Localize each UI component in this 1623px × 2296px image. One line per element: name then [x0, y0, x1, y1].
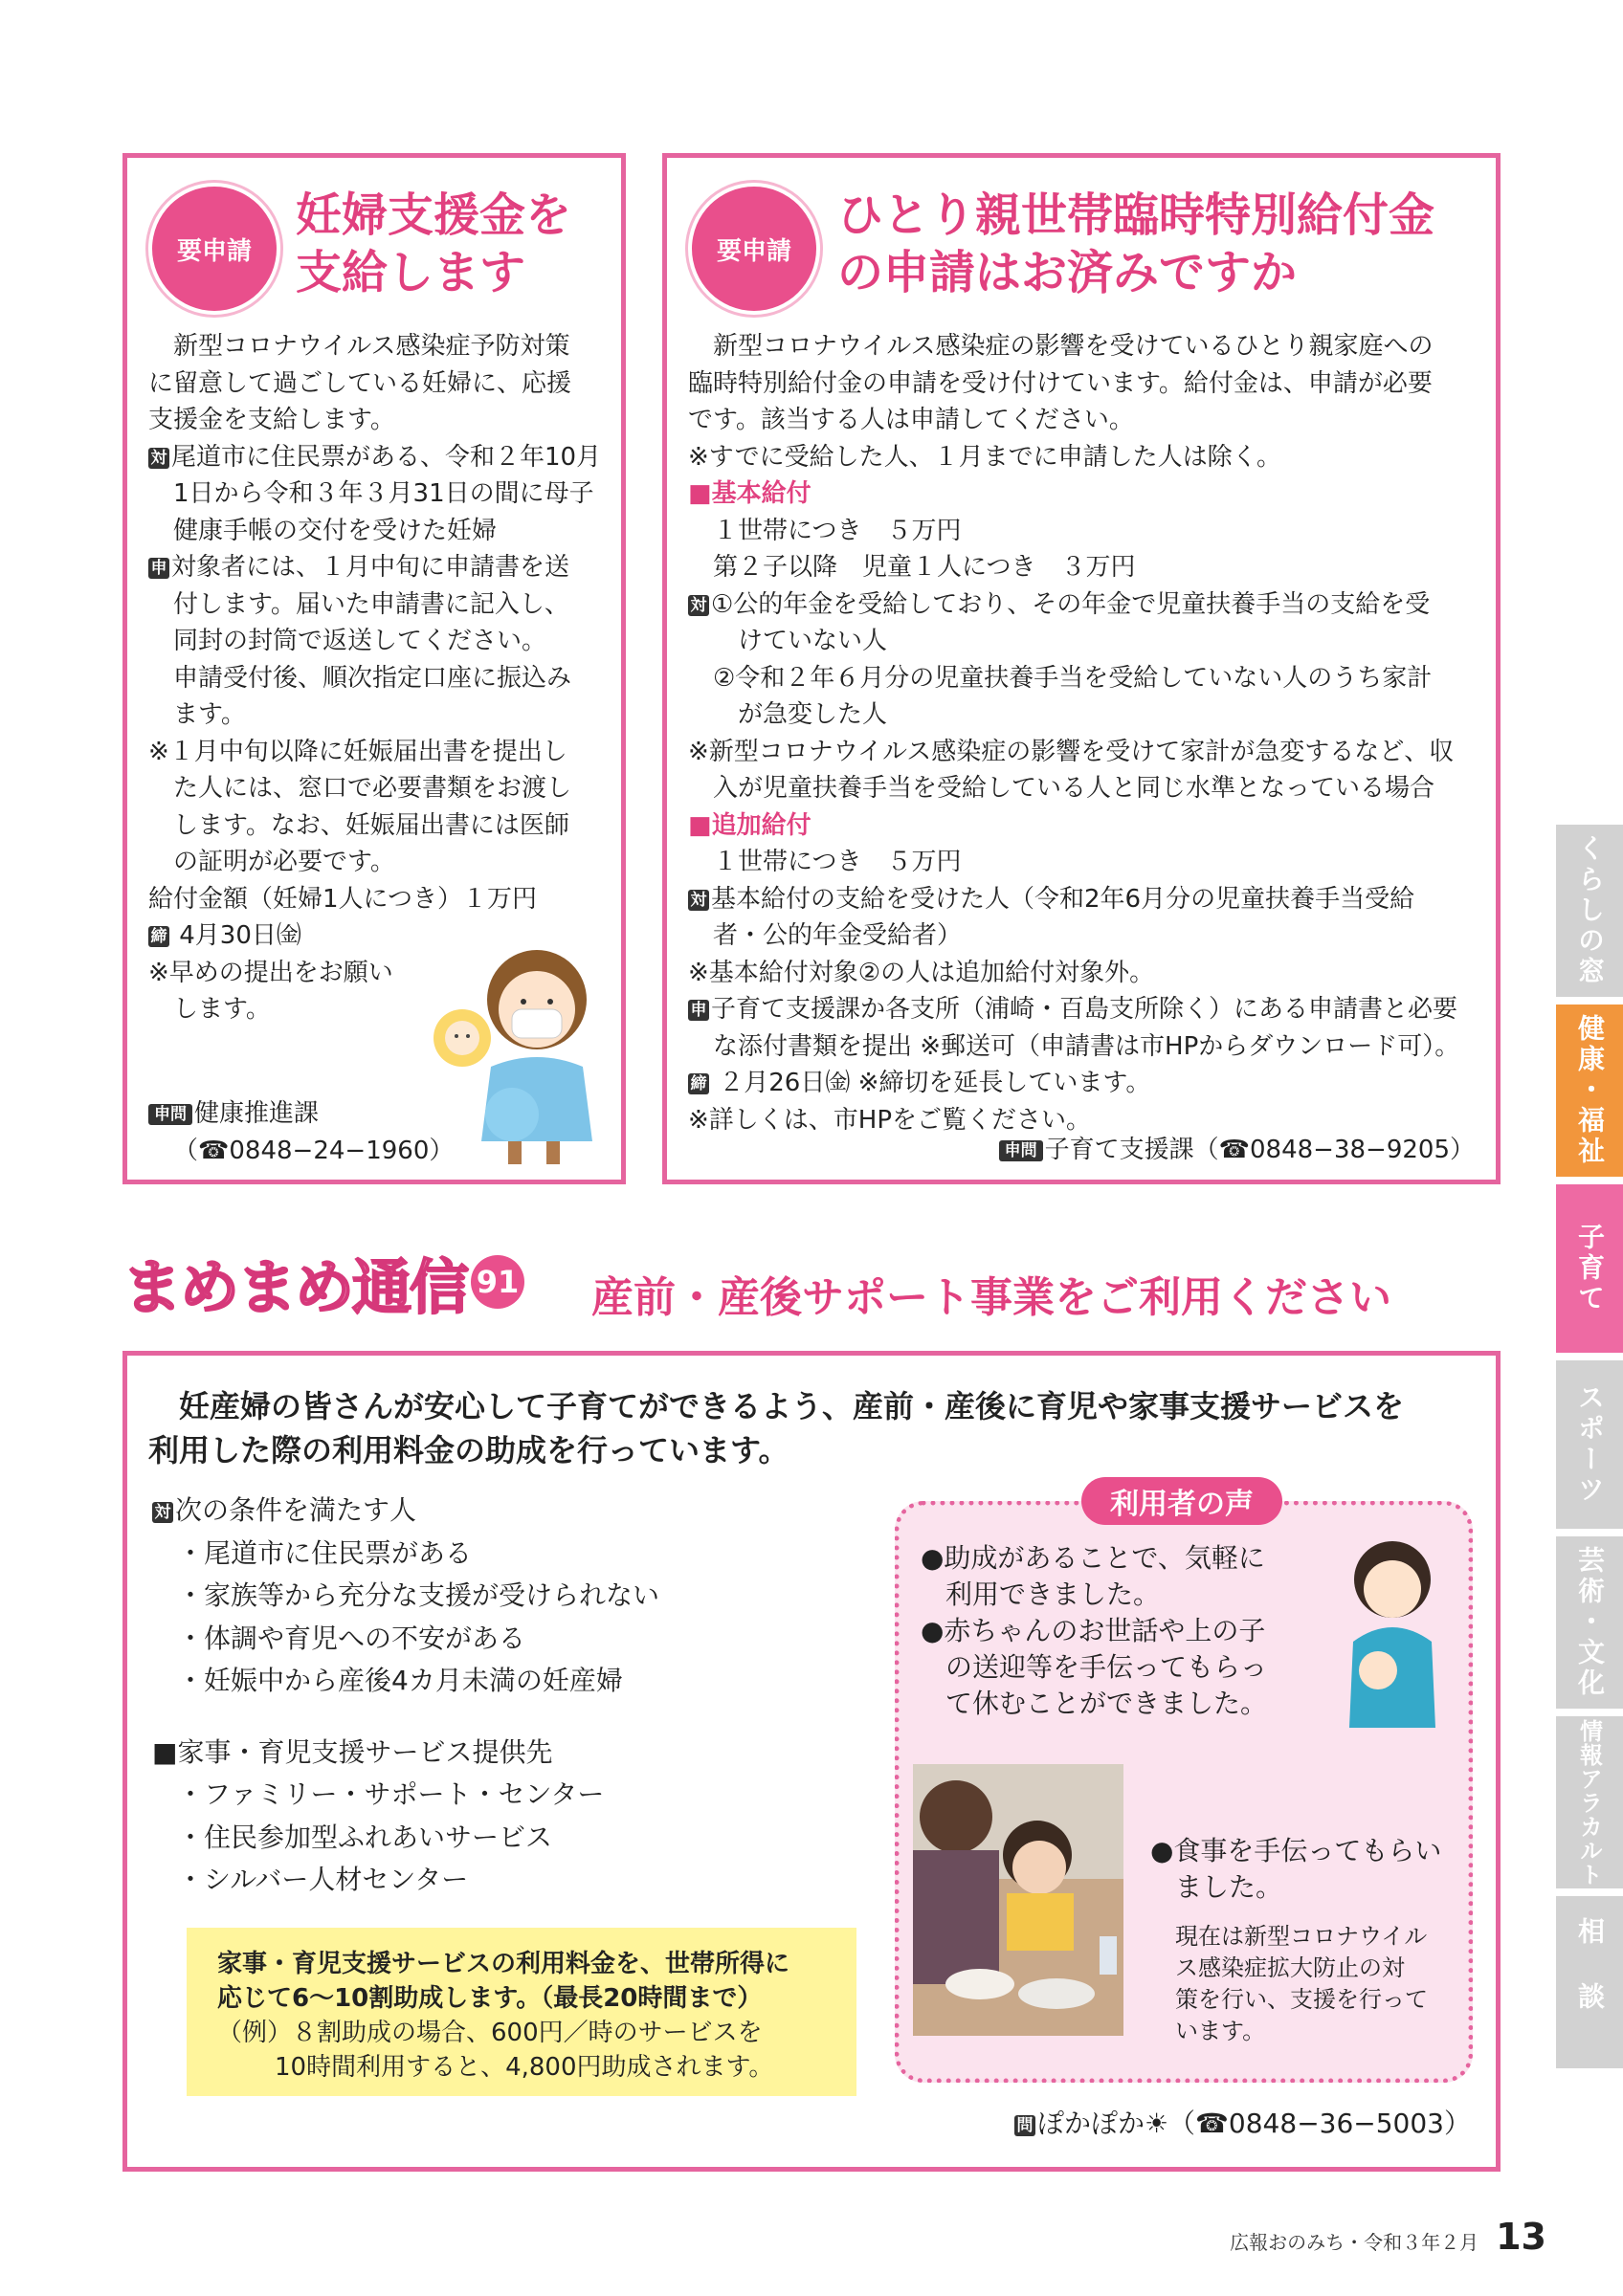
pregnant-support-contact: 申問 健康推進課 （☎0848−24−1960） — [148, 1095, 454, 1169]
subsidy-note-box: 家事・育児支援サービスの利用料金を、世帯所得に 応じて6〜10割助成します。（最長20時間まで） （例）８割助成の場合、600円／時のサービスを 10時間利用すると、4,800円助成されます。 — [187, 1928, 856, 2096]
additional-benefit-heading: ■追加給付 — [688, 810, 812, 840]
application-required-badge: 要申請 — [152, 187, 277, 311]
tab-consultation[interactable]: 相談 — [1556, 1896, 1623, 2068]
user-voice-title: 利用者の声 — [1081, 1477, 1282, 1525]
pokapoka-contact: 問 ぽかぽか☀（☎0848−36−5003） — [1014, 2106, 1471, 2143]
mamemame-intro: 妊産婦の皆さんが安心して子育てができるよう、産前・産後に育児や家事支援サービスを 利用した際の利用料金の助成を行っています。 — [148, 1388, 1405, 1468]
target-mark: 対 — [148, 448, 169, 469]
tab-information[interactable]: 情報アラカルト — [1556, 1716, 1623, 1888]
tab-sports[interactable]: スポーツ — [1556, 1360, 1623, 1529]
eligibility-section: 対 次の条件を満たす人 ・尾道市に住民票がある ・家族等から充分な支援が受けられない ・体調や育児への不安がある ・妊娠中から産後4カ月未満の妊産婦 ■家事・育児支援サービス提供先 ・ファミリー・サポート・センター ・住民参加型ふれあいサービス ・シルバー人材センター — [152, 1494, 660, 1895]
basic-benefit-heading: ■基本給付 — [688, 479, 812, 508]
publication-name: 広報おのみち・令和３年２月 — [1230, 2231, 1479, 2254]
mamemame-logo: まめまめ通信 91 — [122, 1244, 524, 1320]
mamemame-box — [122, 1351, 1501, 2172]
application-required-badge: 要申請 — [692, 187, 816, 311]
deadline-mark: 締 — [688, 1073, 709, 1094]
pregnant-support-body: 新型コロナウイルス感染症予防対策 に留意して過ごしている妊婦に、応援 支援金を支給します。 対 尾道市に住民票がある、令和２年10月 1日から令和３年３月31日の間に母子 健康手帳の交付を受けた妊婦 申 対象者には、１月中旬に申請書を送 付します。届いた申請書に記入し、 同封の封筒で返送してください。 申請受付後、順次指定口座に振込み ます。 ※１月中旬以降に妊娠届出書を提出し た人には、窓口で必要書類をお渡し します。なお、妊娠届出書には医師 の証明が必要です。 給付金額（妊婦1人につき）１万円 締 4月30日㈮ ※早めの提出をお願い します。 — [148, 328, 613, 1028]
contact-mark: 申問 — [148, 1104, 192, 1125]
tab-childcare[interactable]: 子育て — [1556, 1184, 1623, 1353]
target-mark: 対 — [152, 1502, 173, 1523]
single-parent-title: ひとり親世帯臨時特別給付金 の申請はお済みですか — [837, 188, 1435, 299]
page-number: 13 — [1496, 2216, 1546, 2258]
pregnant-support-title: 妊婦支援金を 支給します — [296, 188, 572, 299]
provider-heading: ■家事・育児支援サービス提供先 — [152, 1735, 553, 1768]
user-voice-panel — [895, 1488, 1473, 2083]
amount-line: 給付金額（妊婦1人につき）１万円 — [148, 884, 538, 914]
voice-comments: ●助成があることで、気軽に 利用できました。 ●赤ちゃんのお世話や上の子 の送迎等を手伝ってもらっ て休むことができました。 — [921, 1542, 1268, 1719]
contact-mark: 申問 — [999, 1140, 1043, 1161]
pregnant-support-box — [122, 153, 626, 1184]
tab-kurashi[interactable]: くらしの窓 — [1556, 825, 1623, 997]
single-parent-box — [662, 153, 1501, 1184]
application-mark: 申 — [688, 1000, 709, 1021]
pregnant-woman-illustration — [424, 933, 615, 1172]
meal-assistance-photo — [913, 1764, 1123, 2036]
application-mark: 申 — [148, 558, 169, 579]
single-parent-contact: 申問 子育て支援課（☎0848−38−9205） — [999, 1132, 1475, 1169]
covid-measures-note: 現在は新型コロナウイル ス感染症拡大防止の対 策を行い、支援を行って います。 — [1175, 1923, 1428, 2044]
inquiry-mark: 問 — [1014, 2115, 1035, 2136]
tab-arts-culture[interactable]: 芸術・文化 — [1556, 1536, 1623, 1709]
mother-baby-illustration — [1340, 1536, 1445, 1728]
issue-number: 91 — [471, 1255, 524, 1309]
tab-health-welfare[interactable]: 健康・福祉 — [1556, 1004, 1623, 1177]
single-parent-body: 新型コロナウイルス感染症の影響を受けているひとり親家庭への 臨時特別給付金の申請を受け付けています。給付金は、申請が必要 です。該当する人は申請してください。 ※すでに受給した人、１月までに申請した人は除く。 ■基本給付 １世帯につき ５万円 第２子以降 児童１人につき ３万円 対 ①公的年金を受給しており、その年金で児童扶養手当の支給を受 けていない人 ②令和２年６月分の児童扶養手当を受給していない人のうち家計 が急変した人 ※新型コロナウイルス感染症の影響を受けて家計が急変するなど、収 入が児童扶養手当を受給している人と同じ水準となっている場合 ■追加給付 １世帯につき ５万円 対 基本給付の支給を受けた人（令和2年6月分の児童扶養手当受給 者・公的年金受給者） ※基本給付対象②の人は追加給付対象外。 申 子育て支援課か各支所（浦崎・百島支所除く）にある申請書と必要 な添付書類を提出 ※郵送可（申請書は市HPからダウンロード可）。 締 ２月26日㈮ ※締切を延長しています。 ※詳しくは、市HPをご覧ください。 — [688, 328, 1484, 1138]
meal-comment: ●食事を手伝ってもらい ました。 — [1150, 1835, 1442, 1903]
target-mark: 対 — [688, 595, 709, 616]
target-mark: 対 — [688, 890, 709, 911]
mamemame-heading: 産前・産後サポート事業をご利用ください — [591, 1273, 1391, 1322]
page-footer — [1230, 2216, 1546, 2258]
deadline-mark: 締 — [148, 926, 169, 947]
